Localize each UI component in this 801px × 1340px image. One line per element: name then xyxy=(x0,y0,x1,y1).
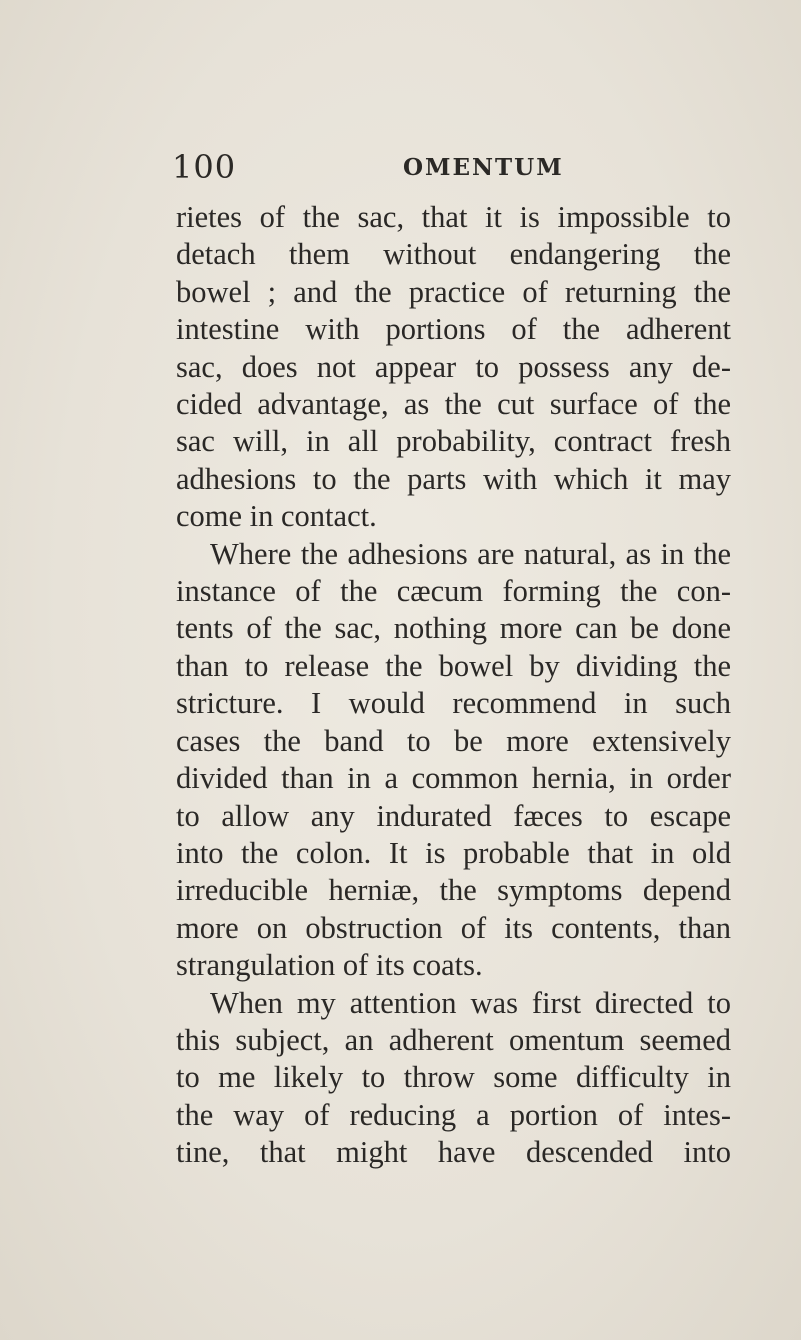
paragraph-start-line: Where the adhesions are natural, as in the xyxy=(210,536,731,571)
text-line: stricture. I would recommend in such xyxy=(176,686,731,721)
text-line: to allow any indurated fæces to escape xyxy=(176,798,731,833)
paragraph-start-line: When my attention was first directed to xyxy=(210,985,731,1020)
text-line: this subject, an adherent omentum seemed xyxy=(176,1022,731,1057)
page-header xyxy=(172,148,732,188)
page-number: 100 xyxy=(172,148,237,186)
text-line: divided than in a common hernia, in order xyxy=(176,761,731,796)
text-line: tine, that might have descended into xyxy=(176,1135,731,1170)
text-line: cided advantage, as the cut surface of the xyxy=(176,387,731,422)
text-line: rietes of the sac, that it is impossible to xyxy=(176,200,731,234)
text-line: tents of the sac, nothing more can be done xyxy=(176,611,731,646)
text-line: intestine with portions of the adherent xyxy=(176,312,731,347)
text-line: instance of the cæcum forming the con- xyxy=(176,574,731,609)
text-line: sac will, in all probability, contract fresh xyxy=(176,424,731,459)
text-line: into the colon. It is probable that in old xyxy=(176,835,731,870)
text-line: to me likely to throw some difficulty in xyxy=(176,1060,731,1095)
text-line: more on obstruction of its contents, than xyxy=(176,910,731,945)
text-line: than to release the bowel by dividing the xyxy=(176,648,731,683)
paragraph-end-line: come in contact. xyxy=(176,499,377,534)
text-line: cases the band to be more extensively xyxy=(176,723,731,758)
text-line: detach them without endangering the xyxy=(176,237,731,272)
text-line: adhesions to the parts with which it may xyxy=(176,461,731,496)
body-text xyxy=(176,199,731,1172)
text-line: sac, does not appear to possess any de- xyxy=(176,349,731,384)
text-line: irreducible herniæ, the symptoms depend xyxy=(176,873,731,908)
paragraph-end-line: strangulation of its coats. xyxy=(176,948,483,983)
running-head: OMENTUM xyxy=(403,154,564,181)
text-line: bowel ; and the practice of returning the xyxy=(176,274,731,309)
text-line: the way of reducing a portion of intes- xyxy=(176,1097,731,1132)
